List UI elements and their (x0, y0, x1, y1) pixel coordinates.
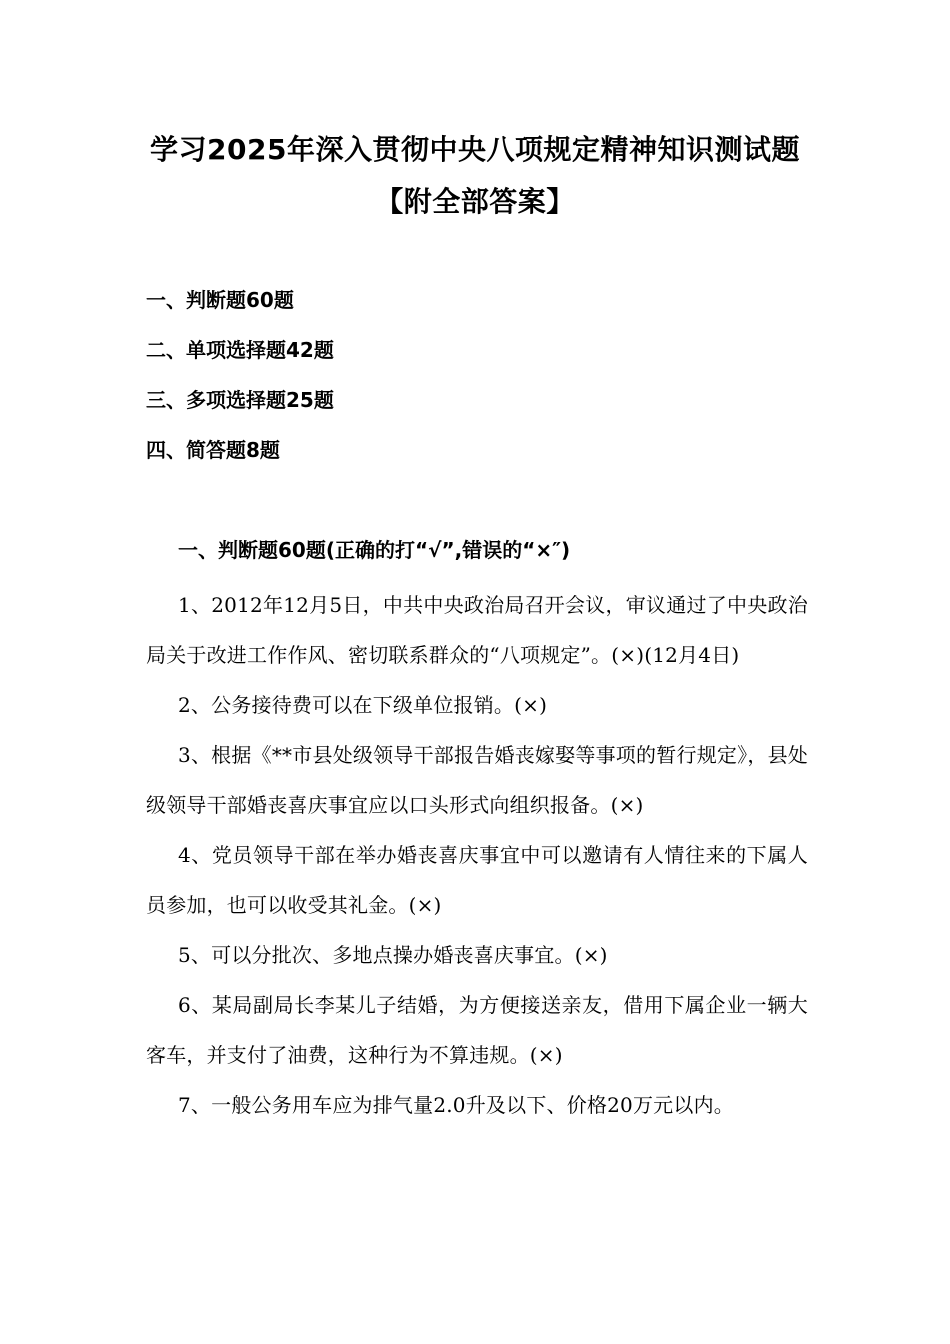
question-1: 1、2012年12月5日，中共中央政治局召开会议，审议通过了中央政治局关于改进工作作风、密切联系群众的“八项规定”。(×)(12月4日) (146, 593, 808, 667)
section-heading-judgment: 一、判断题60题(正确的打“√”,错误的“×″) (178, 538, 571, 562)
question-2: 2、公务接待费可以在下级单位报销。(×) (178, 693, 548, 717)
question-3: 3、根据《**市县处级领导干部报告婚丧嫁娶等事项的暂行规定》，县处级领导干部婚丧喜庆事宜应以口头形式向组织报备。(×) (146, 743, 808, 817)
toc-item-judgment: 一、判断题60题 (146, 288, 294, 312)
toc-item-short-answer: 四、简答题8题 (146, 438, 280, 462)
toc-item-multiple-choice: 三、多项选择题25题 (146, 388, 334, 412)
toc-item-single-choice: 二、单项选择题42题 (146, 338, 334, 362)
question-6: 6、某局副局长李某儿子结婚，为方便接送亲友，借用下属企业一辆大客车，并支付了油费，这种行为不算违规。(×) (146, 993, 808, 1067)
question-7: 7、一般公务用车应为排气量2.0升及以下、价格20万元以内。 (178, 1093, 734, 1117)
question-5: 5、可以分批次、多地点操办婚丧喜庆事宜。(×) (178, 943, 608, 967)
document-title-line1: 学习2025年深入贯彻中央八项规定精神知识测试题 (150, 133, 800, 166)
document-title-line2: 【附全部答案】 (375, 185, 575, 218)
document-body (146, 530, 808, 1130)
table-of-contents (146, 284, 846, 484)
question-4: 4、党员领导干部在举办婚丧喜庆事宜中可以邀请有人情往来的下属人员参加，也可以收受其礼金。(×) (146, 843, 808, 917)
